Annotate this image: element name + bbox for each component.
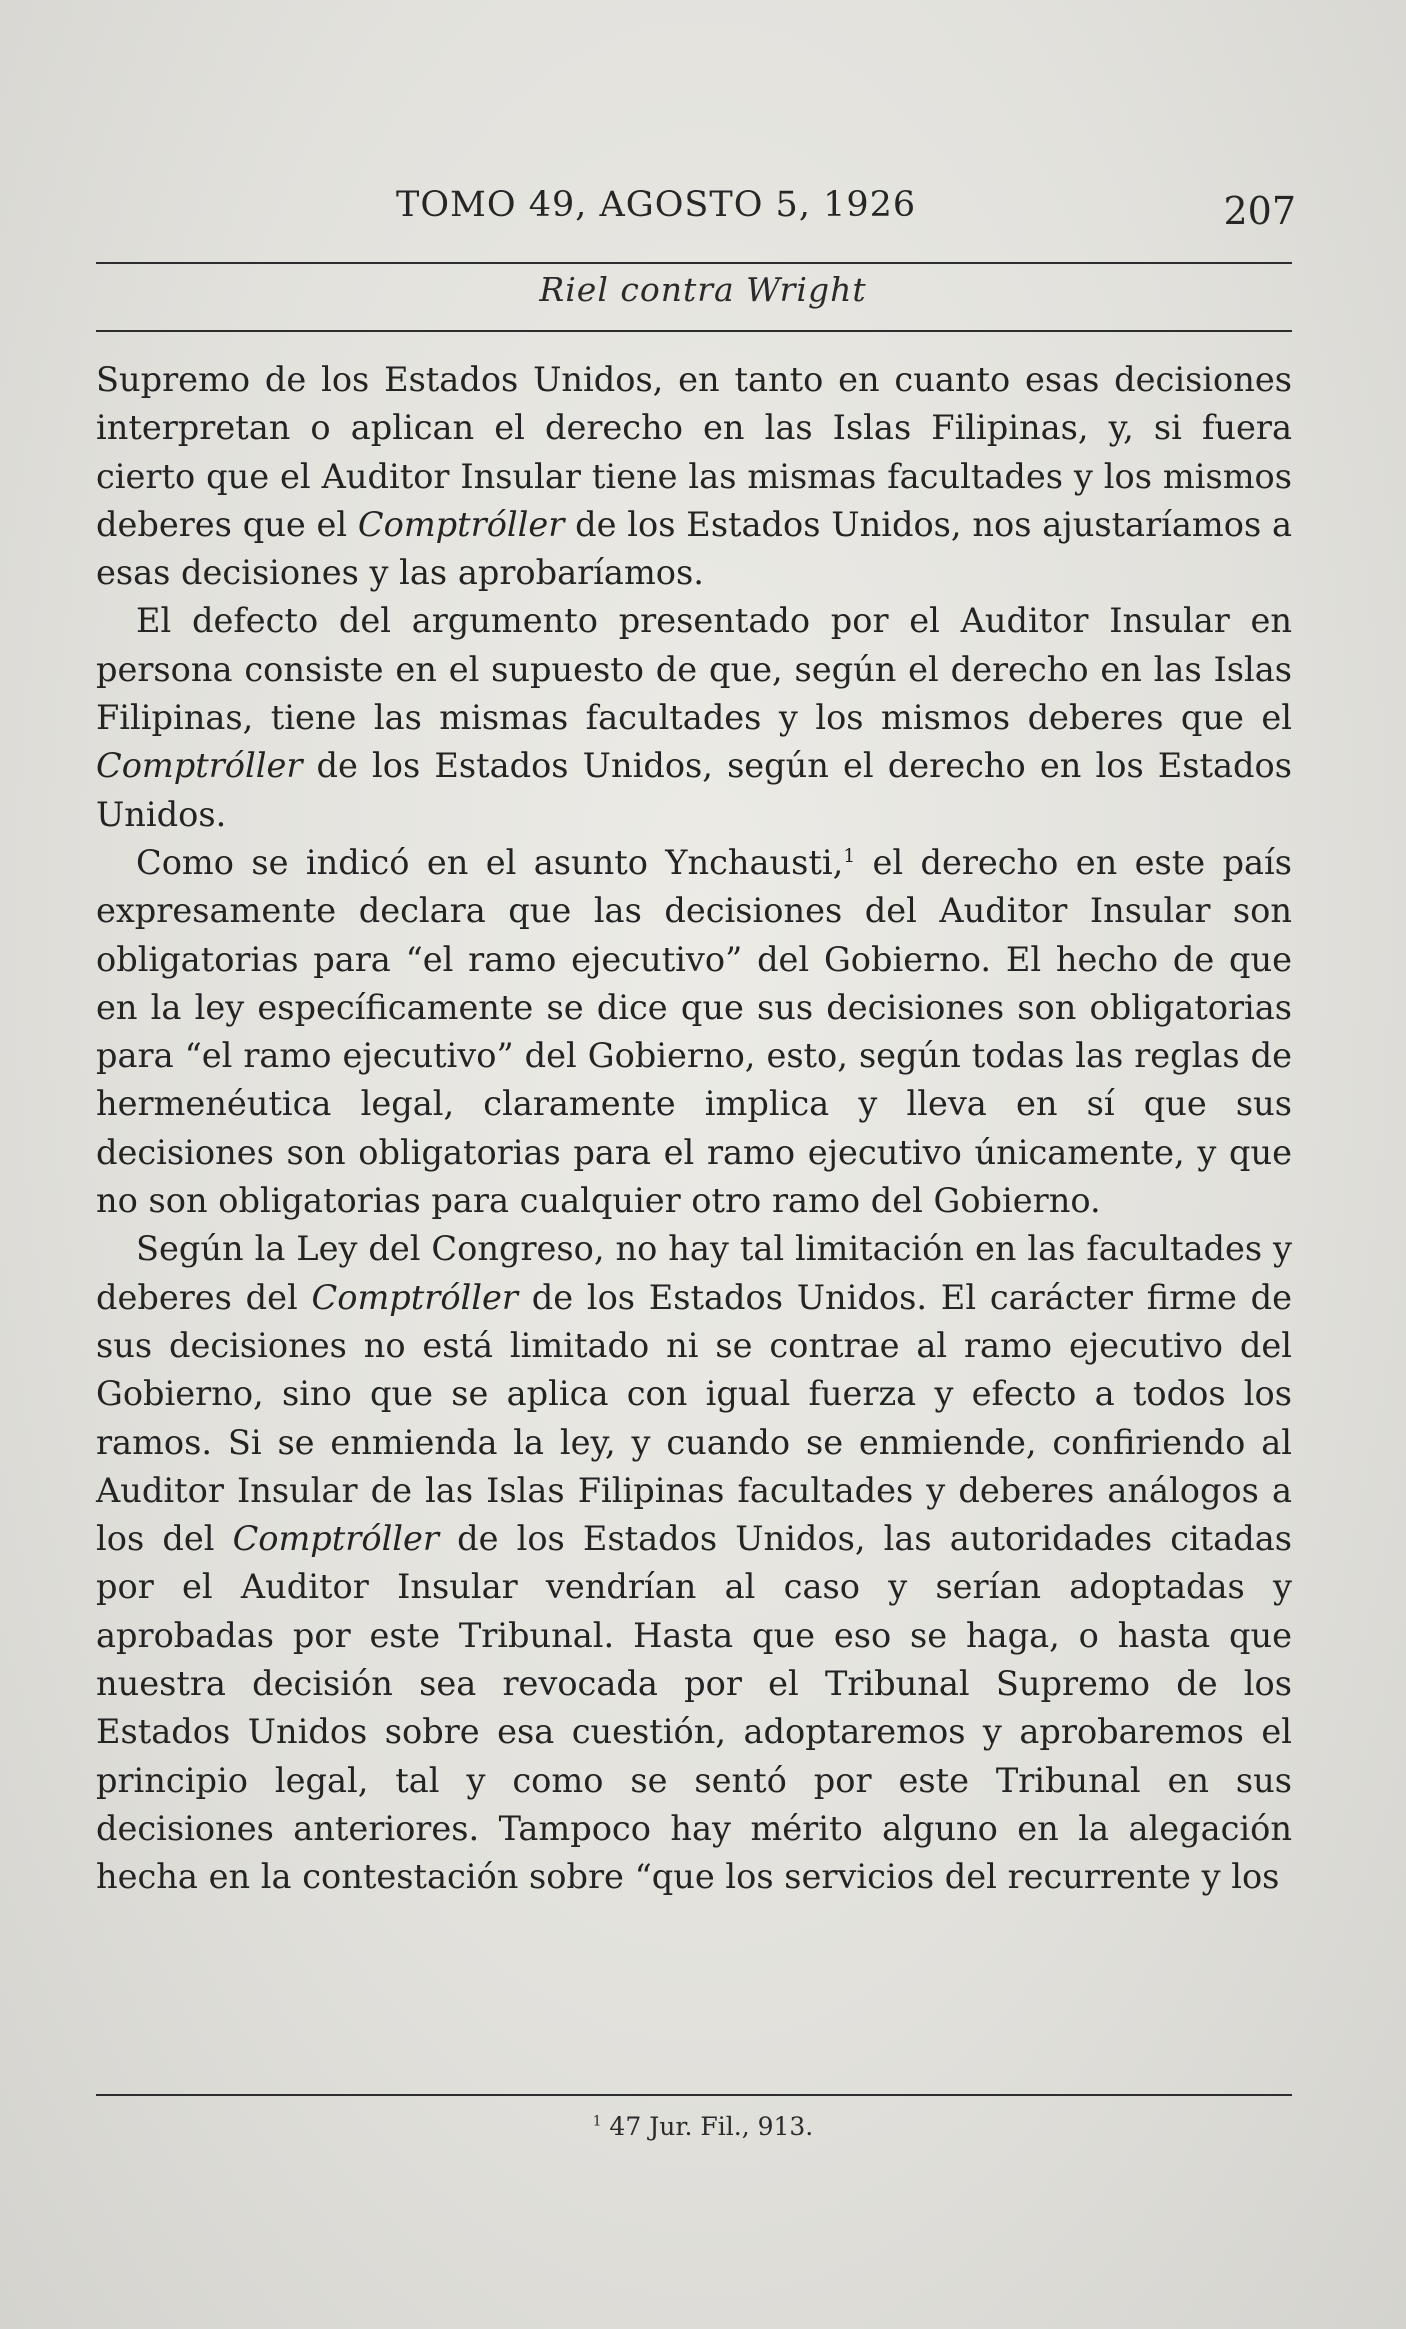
footnote-text: 47 Jur. Fil., 913.	[601, 2112, 814, 2141]
paragraph-1: Supremo de los Estados Unidos, en tanto en cuanto esas decisiones interpretan o aplican el derecho en las Islas Filipinas, y, si fuera cierto que el Auditor Insular tiene las mismas facultades y los mismos deberes que el Comptróller de los Estados Unidos, nos ajustaríamos a esas decisiones y las aprobaríamos.	[96, 360, 1293, 593]
italic-term: Comptróller	[232, 1519, 439, 1559]
footnote-reference: 1	[843, 845, 856, 867]
italic-term: Comptróller	[311, 1277, 518, 1317]
italic-term: Comptróller	[357, 504, 565, 544]
paragraph-4: Según la Ley del Congreso, no hay tal limitación en las facultades y deberes del Comptróller de los Estados Unidos. El carácter firme de sus decisiones no está limitado ni se contrae al ramo ejecutivo del Gobierno, sino que se aplica con igual fuerza y efecto a todos los ramos. Si se enmienda la ley, y cuando se enmiende, confiriendo al Auditor Insular de las Islas Filipinas facultades y deberes análogos a los del Comptróller de los Estados Unidos, las autoridades citadas por el Auditor Insular vendrían al caso y serían adoptadas y aprobadas por este Tribunal. Hasta que eso se haga, o hasta que nuestra decisión sea revocada por el Tribunal Supremo de los Estados Unidos sobre esa cuestión, adoptaremos y aprobaremos el principio legal, tal y como se sentó por este Tribunal en sus decisiones anteriores. Tampoco hay mérito alguno en la alegación hecha en la contestación sobre “que los servicios del recurrente y los	[96, 1229, 1292, 1897]
paragraph-3: Como se indicó en el asunto Ynchausti,$^1$ el derecho en este país expresamente declara que las decisiones del Auditor Insular son obligatorias para “el ramo ejecutivo” del Gobierno. El hecho de que en la ley específicamente se dice que sus decisiones son obligatorias para “el ramo ejecutivo” del Gobierno, esto, según todas las reglas de hermenéutica legal, claramente implica y lleva en sí que sus decisiones son obligatorias para el ramo ejecutivo únicamente, y que no son obligatorias para cualquier otro ramo del Gobierno.	[96, 842, 1292, 1221]
case-title: Riel contra Wright	[539, 270, 867, 309]
italic-term: Comptróller	[96, 746, 303, 786]
footnote-marker: 1	[592, 2113, 602, 2130]
body-text	[96, 356, 1292, 1902]
paragraph-2: El defecto del argumento presentado por el Auditor Insular en persona consiste en el supuesto de que, según el derecho en las Islas Filipinas, tiene las mismas facultades y los mismos deberes que el Comptróller de los Estados Unidos, según el derecho en los Estados Unidos.	[96, 601, 1292, 834]
header-rule	[96, 262, 1292, 264]
page-number: 207	[1223, 189, 1296, 233]
footnote-rule	[96, 2094, 1292, 2096]
running-header	[96, 185, 1296, 245]
footnote	[0, 2112, 1406, 2141]
volume-date-heading: TOMO 49, AGOSTO 5, 1926	[396, 185, 917, 225]
subtitle-rule	[96, 330, 1292, 332]
